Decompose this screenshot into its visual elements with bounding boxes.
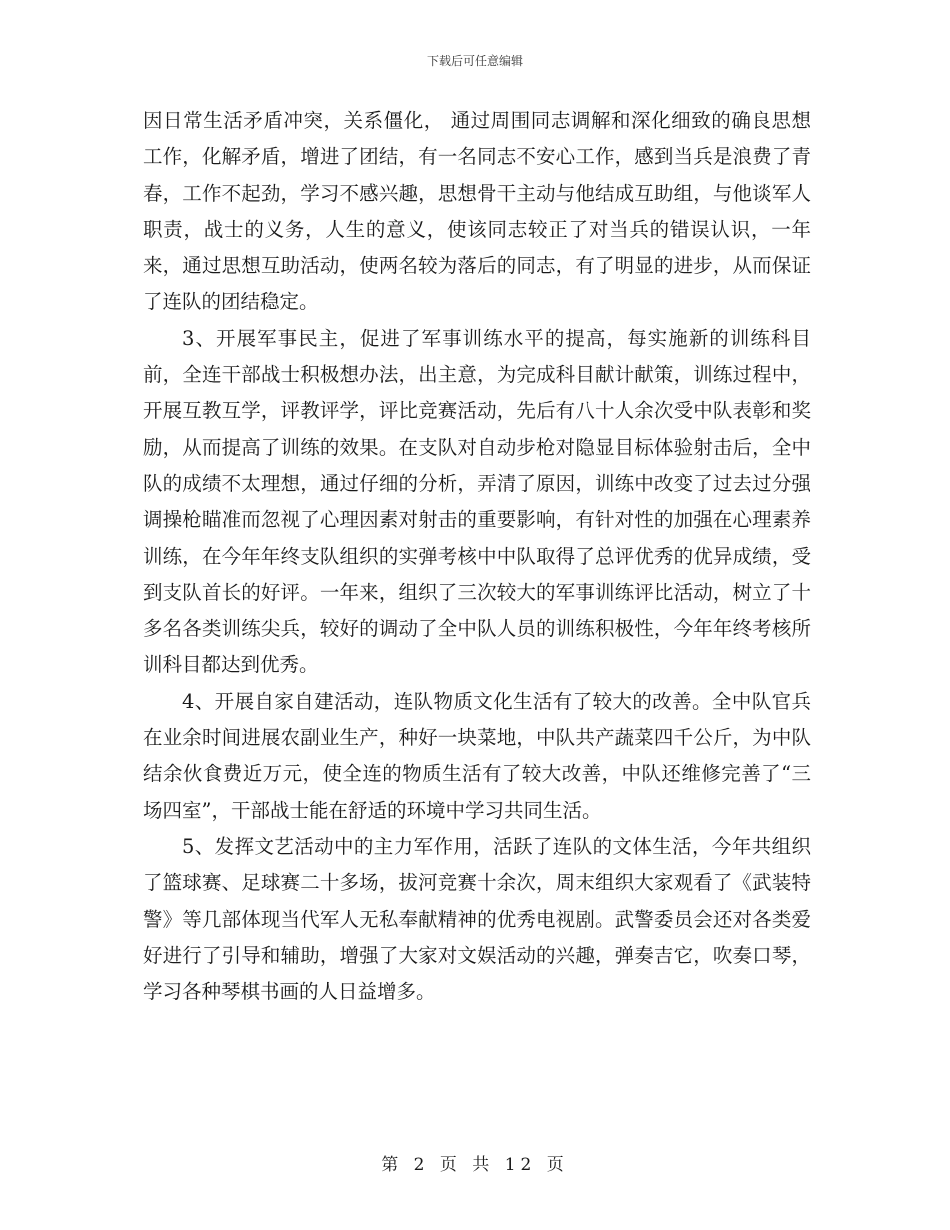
paragraph-living-improvement: 4、开展自家自建活动，连队物质文化生活有了较大的改善。全中队官兵在业余时间进展农副业生产，种好一块菜地，中队共产蔬菜四千公斤，为中队结余伙食费近万元，使全连的物质生活有了较大改善，中队还维修完善了“三场四室”，干部战士能在舒适的环境中学习共同生活。 <box>143 689 811 822</box>
paragraph-cultural-activities: 5、发挥文艺活动中的主力军作用，活跃了连队的文体生活，今年共组织了篮球赛、足球赛二十多场，拔河竞赛十余次，周末组织大家观看了《武装特警》等几部体现当代军人无私奉献精神的优秀电视剧。武警委员会还对各类爱好进行了引导和辅助，增强了大家对文娱活动的兴趣，弹奏吉它，吹奏口琴，学习各种琴棋书画的人日益增多。 <box>143 834 811 1004</box>
page-number: 第 2 页 共 12 页 <box>381 1155 569 1175</box>
paragraph-military-training: 3、开展军事民主，促进了军事训练水平的提高，每实施新的训练科目前，全连干部战士积极想办法，出主意，为完成科目献计献策，训练过程中，开展互教互学，评教评学，评比竞赛活动，先后有八十人余次受中队表彰和奖励，从而提高了训练的效果。在支队对自动步枪对隐显目标体验射击后，全中队的成绩不太理想，通过仔细的分析，弄清了原因，训练中改变了过去过分强调操枪瞄准而忽视了心理因素对射击的重要影响，有针对性的加强在心理素养训练，在今年年终支队组织的实弹考核中中队取得了总评优秀的优异成绩，受到支队首长的好评。一年来，组织了三次较大的军事训练评比活动，树立了十多名各类训练尖兵，较好的调动了全中队人员的训练积极性，今年年终考核所训科目都达到优秀。 <box>143 326 811 677</box>
document-body <box>143 103 811 1010</box>
page-header: 下载后可任意编辑 <box>426 54 523 68</box>
paragraph-continuation: 因日常生活矛盾冲突，关系僵化， 通过周围同志调解和深化细致的确良思想工作，化解矛盾，增进了团结，有一名同志不安心工作，感到当兵是浪费了青春，工作不起劲，学习不感兴趣，思想骨干主动与他结成互助组，与他谈军人职责，战士的义务，人生的意义，使该同志较正了对当兵的错误认识，一年来，通过思想互助活动，使两名较为落后的同志，有了明显的进步，从而保证了连队的团结稳定。 <box>143 109 811 314</box>
